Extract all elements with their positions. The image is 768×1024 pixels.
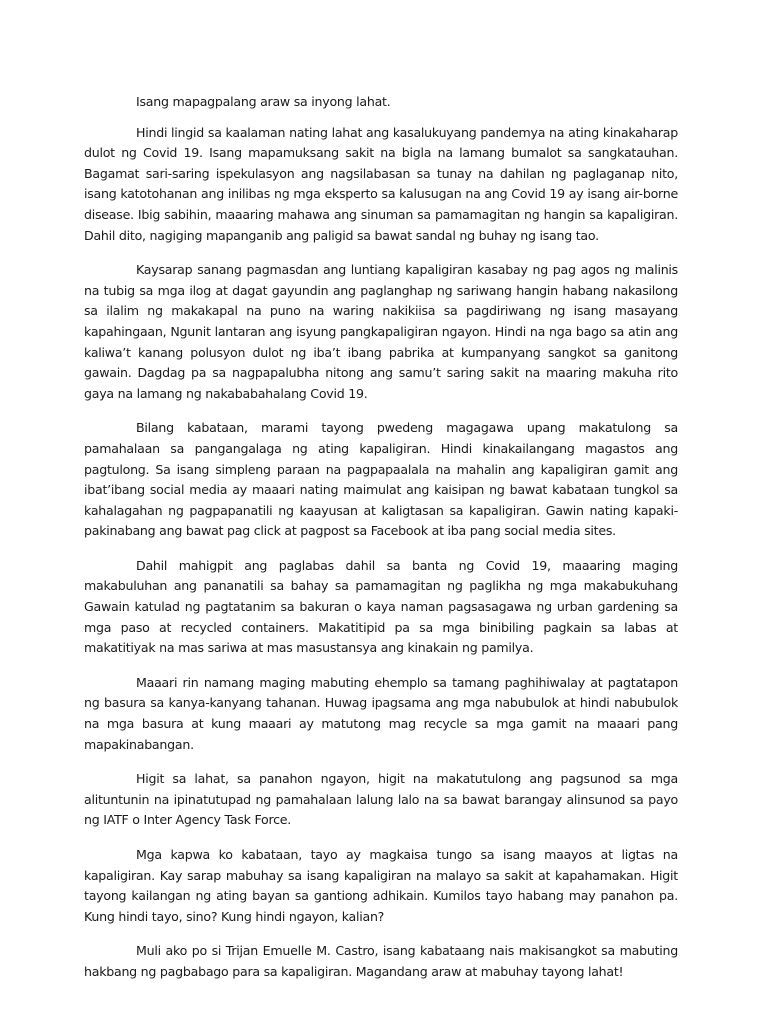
- paragraph-youth-role: Bilang kabataan, marami tayong pwedeng magagawa upang makatulong sa pamahalaan sa pangangalaga ng ating kapaligiran. Hindi kinakailangang magastos ang pagtulong. Sa isang simpleng paraan na pagpapaalala na mahalin ang kapaligiran gamit ang ibat’ibang social media ay maaari nating maimulat ang kaisipan ng bawat kabataan tungkol sa kahalagahan ng pagpapanatili ng kaayusan at kaligtasan sa kapaligiran. Gawin nating kapaki-pakinabang ang bawat pag click at pagpost sa Facebook at iba pang social media sites.: [84, 420, 678, 539]
- paragraph-closing: Muli ako po si Trijan Emuelle M. Castro, isang kabataang nais makisangkot sa mabuting hakbang ng pagbabago para sa kapaligiran. Magandang araw at mabuhay tayong lahat!: [84, 943, 678, 979]
- paragraph-environment: Kaysarap sanang pagmasdan ang luntiang kapaligiran kasabay ng pag agos ng malinis na tubig sa mga ilog at dagat gayundin ang paglanghap ng sariwang hangin habang nakasilong sa ilalim ng makakapal na puno na waring nakikiisa sa pagdiriwang ng isang masayang kapahingaan, Ngunit lantaran ang isyung pangkapaligiran ngayon. Hindi na nga bago sa atin ang kaliwa’t kanang polusyon dulot ng iba’t ibang pabrika at kumpanyang sangkot sa ganitong gawain. Dagdag pa sa nagpapalubha nitong ang samu’t saring sakit na maaring makuha rito gaya na lamang ng nakababahalang Covid 19.: [84, 262, 678, 401]
- paragraph-call-to-action: Mga kapwa ko kabataan, tayo ay magkaisa tungo sa isang maayos at ligtas na kapaligiran. Kay sarap mabuhay sa isang kapaligiran na malayo sa sakit at kapahamakan. Higit tayong kailangan ng ating bayan sa gantiong adhikain. Kumilos tayo habang may panahon pa. Kung hindi tayo, sino? Kung hindi ngayon, kalian?: [84, 847, 678, 924]
- greeting-paragraph: Isang mapagpalang araw sa inyong lahat.: [136, 94, 391, 109]
- paragraph-rules: Higit sa lahat, sa panahon ngayon, higit na makatutulong ang pagsunod sa mga alituntunin na ipinatutupad ng pamahalaan lalung lalo na sa bawat barangay alinsunod sa payo ng IATF o Inter Agency Task Force.: [84, 771, 678, 828]
- paragraph-gardening: Dahil mahigpit ang paglabas dahil sa banta ng Covid 19, maaaring maging makabuluhan ang pananatili sa bahay sa pamamagitan ng paglikha ng mga makabukuhang Gawain katulad ng pagtatanim sa bakuran o kaya naman pagsasagawa ng urban gardening sa mga paso at recycled containers. Makatitipid pa sa mga binibiling pagkain sa labas at makatitiyak na mas sariwa at mas masustansya ang kinakain ng pamilya.: [84, 557, 678, 656]
- document-body: [84, 92, 678, 997]
- paragraph-waste: Maaari rin namang maging mabuting ehemplo sa tamang paghihiwalay at pagtatapon ng basura sa kanya-kanyang tahanan. Huwag ipagsama ang mga nabubulok at hindi nabubulok na mga basura at kung maaari ay matutong mag recycle sa mga gamit na maaari pang mapakinabangan.: [84, 674, 678, 752]
- paragraph-pandemic: Hindi lingid sa kaalaman nating lahat ang kasalukuyang pandemya na ating kinakaharap dulot ng Covid 19. Isang mapamuksang sakit na bigla na lamang bumalot sa sangkatauhan. Bagamat sari-saring ispekulasyon ang nagsilabasan sa tunay na dahilan ng paglaganap nito, isang katotohanan ang inilibas ng mga eksperto sa kalusugan na ang Covid 19 ay isang air-borne disease. Ibig sabihin, maaaring mahawa ang sinuman sa pamamagitan ng hangin sa kapaligiran. Dahil dito, nagiging mapanganib ang paligid sa bawat sandal ng buhay ng isang tao.: [84, 124, 678, 243]
